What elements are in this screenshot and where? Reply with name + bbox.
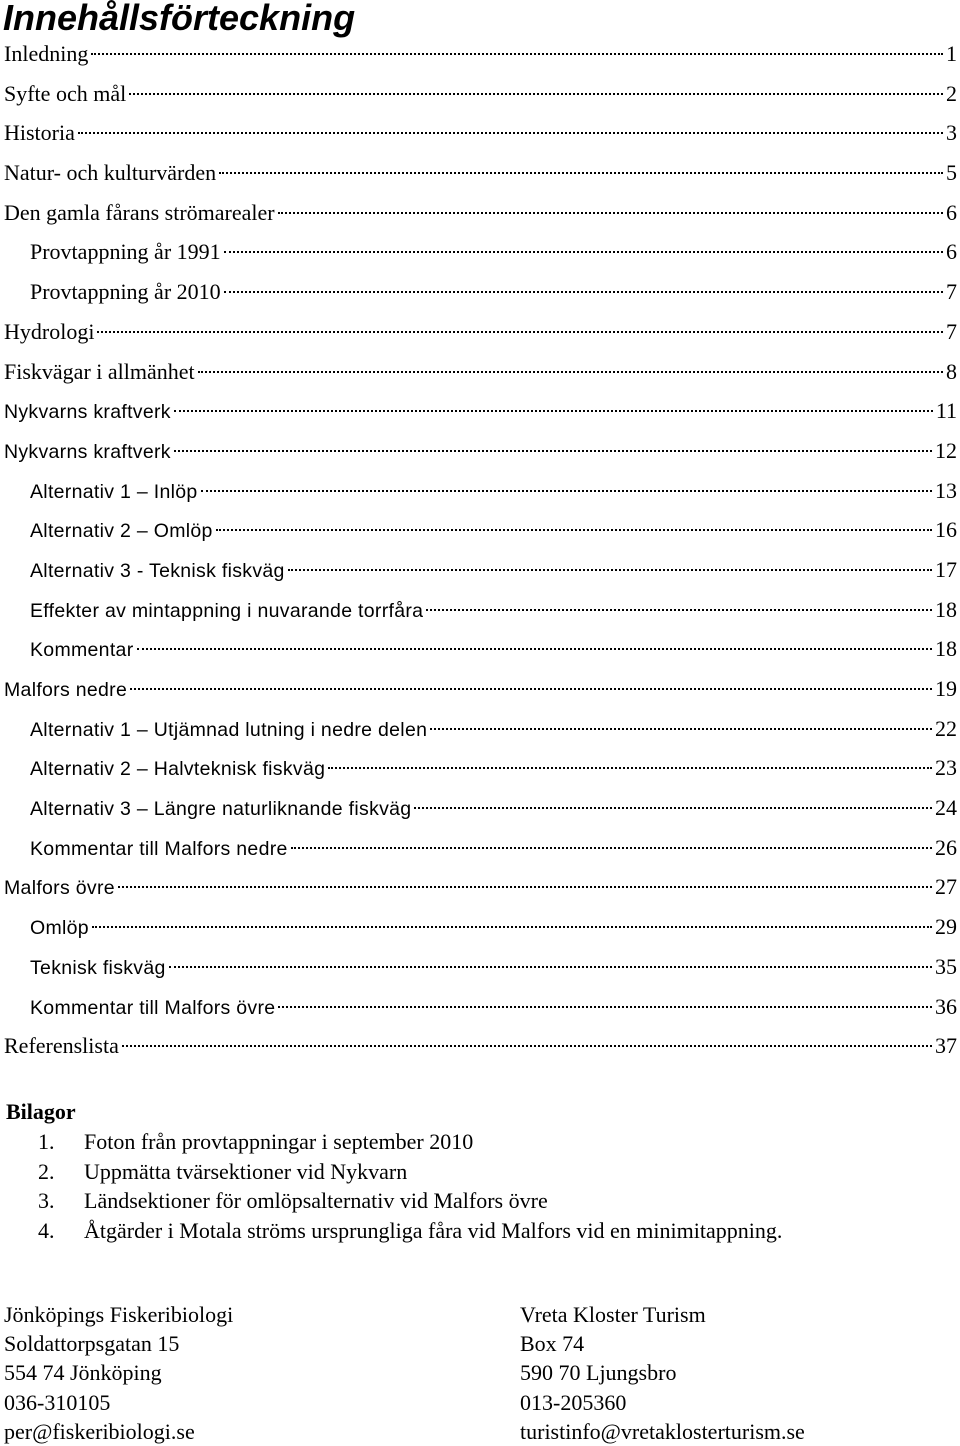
table-of-contents [0,34,960,1066]
toc-dot-leader [328,766,932,769]
appendix-number: 3. [38,1188,55,1213]
appendix-text: Foton från provtappningar i september 2010 [84,1129,474,1154]
toc-entry[interactable] [0,1026,960,1066]
toc-entry-label: Teknisk fiskväg [30,956,166,979]
contact-street: Soldattorpsgatan 15 [4,1331,180,1357]
toc-dot-leader [224,250,943,253]
toc-entry[interactable] [0,867,960,907]
contact-phone: 036-310105 [4,1389,111,1415]
toc-dot-leader [198,370,943,373]
toc-entry-page: 11 [935,398,957,424]
toc-entry-page: 18 [935,596,957,622]
toc-entry[interactable] [0,471,960,511]
toc-entry-label: Nykvarns kraftverk [4,401,171,424]
toc-dot-leader [219,171,943,174]
appendix-number: 4. [38,1217,55,1243]
toc-dot-leader [118,885,932,888]
toc-entry-label: Provtappning år 2010 [30,279,221,305]
toc-entry-page: 7 [946,279,957,305]
toc-dot-leader [169,965,932,968]
toc-entry-page: 35 [935,953,957,979]
contact-city: 554 74 Jönköping [4,1360,162,1386]
toc-entry-label: Referenslista [4,1033,119,1059]
toc-entry[interactable] [0,510,960,550]
contact-email[interactable]: per@fiskeribiologi.se [4,1418,195,1444]
toc-entry[interactable] [0,550,960,590]
contact-city: 590 70 Ljungsbro [520,1360,677,1386]
toc-entry-label: Omlöp [30,917,89,940]
toc-entry[interactable] [0,788,960,828]
toc-entry-page: 19 [935,676,957,701]
toc-entry[interactable] [0,113,960,153]
appendix-text: Ländsektioner för omlöpsalternativ vid Malfors övre [84,1188,548,1213]
toc-entry-page: 8 [946,358,957,384]
toc-dot-leader [97,330,943,333]
toc-entry-page: 22 [935,715,957,741]
toc-dot-leader [224,290,943,293]
toc-entry-label: Alternativ 3 - Teknisk fiskväg [30,559,285,582]
toc-entry-label: Malfors övre [4,877,115,900]
toc-entry[interactable] [0,987,960,1027]
toc-entry-label: Effekter av mintappning i nuvarande torrfåra [30,599,424,622]
toc-entry-label: Syfte och mål [4,80,127,106]
toc-entry[interactable] [0,193,960,233]
toc-entry[interactable] [0,828,960,868]
toc-entry[interactable] [0,748,960,788]
toc-entry-label: Hydrologi [4,318,95,344]
toc-entry-page: 36 [935,993,957,1019]
toc-entry-page: 6 [946,239,957,265]
toc-entry-page: 29 [935,914,957,940]
toc-entry-label: Kommentar [30,639,134,662]
toc-entry-page: 12 [935,437,957,463]
toc-entry-page: 37 [935,1033,957,1059]
toc-entry-page: 7 [946,318,957,344]
toc-entry-page: 3 [946,120,957,146]
contact-block-right [520,1300,805,1446]
toc-entry-page: 24 [935,795,957,821]
toc-entry-label: Malfors nedre [4,679,128,701]
toc-entry[interactable] [0,947,960,987]
appendices-section [6,1097,782,1245]
toc-entry-label: Den gamla fårans strömarealer [4,199,275,225]
toc-entry-page: 16 [935,517,957,543]
toc-entry[interactable] [0,153,960,193]
toc-entry-label: Alternativ 1 – Utjämnad lutning i nedre delen [30,718,428,741]
toc-entry-page: 17 [935,556,957,582]
toc-dot-leader [426,608,932,611]
toc-entry[interactable] [0,272,960,312]
appendix-number: 2. [38,1158,55,1184]
contact-block-left [4,1300,233,1446]
toc-dot-leader [414,806,932,809]
toc-dot-leader [278,211,943,214]
toc-entry-label: Provtappning år 1991 [30,239,221,265]
toc-entry[interactable] [0,709,960,749]
appendix-item [6,1216,782,1246]
toc-entry[interactable] [0,907,960,947]
toc-entry[interactable] [0,431,960,471]
toc-dot-leader [130,687,932,690]
toc-entry-label: Kommentar till Malfors nedre [30,837,288,860]
contact-email[interactable]: turistinfo@vretaklosterturism.se [520,1418,805,1444]
contact-org: Jönköpings Fiskeribiologi [4,1302,234,1327]
appendices-title: Bilagor [6,1099,76,1124]
toc-entry-label: Alternativ 2 – Omlöp [30,520,213,543]
appendix-item [6,1186,782,1216]
contact-org: Vreta Kloster Turism [520,1302,706,1327]
toc-entry[interactable] [0,669,960,709]
toc-entry-page: 13 [935,477,957,503]
toc-entry-label: Fiskvägar i allmänhet [4,358,195,384]
toc-entry[interactable] [0,352,960,392]
toc-dot-leader [430,727,932,730]
toc-entry-label: Nykvarns kraftverk [4,440,171,463]
contact-street: Box 74 [520,1331,585,1357]
toc-entry[interactable] [0,232,960,272]
toc-dot-leader [78,131,943,134]
appendix-text: Uppmätta tvärsektioner vid Nykvarn [84,1158,408,1184]
toc-dot-leader [278,1005,932,1008]
toc-dot-leader [174,449,932,452]
toc-entry[interactable] [0,74,960,114]
contact-phone: 013-205360 [520,1389,627,1415]
toc-entry-label: Alternativ 3 – Längre naturliknande fiskväg [30,798,412,821]
toc-dot-leader [92,925,932,928]
toc-entry[interactable] [0,590,960,630]
appendices-list [6,1127,782,1245]
toc-entry-label: Alternativ 2 – Halvteknisk fiskväg [30,758,326,781]
toc-entry-page: 2 [946,80,957,106]
toc-entry-page: 1 [946,41,957,66]
toc-title: Innehållsförteckning [3,0,356,38]
toc-entry-label: Inledning [4,41,89,66]
toc-entry-page: 26 [935,834,957,860]
toc-dot-leader [288,568,932,571]
toc-entry[interactable] [0,629,960,669]
toc-dot-leader [129,92,943,95]
toc-entry-page: 18 [935,636,957,662]
toc-entry[interactable] [0,34,960,74]
toc-dot-leader [291,846,932,849]
toc-dot-leader [216,528,932,531]
toc-entry-label: Historia [4,120,75,146]
toc-entry-label: Natur- och kulturvärden [4,160,217,186]
toc-entry-page: 27 [935,874,957,900]
appendix-item [6,1127,782,1157]
toc-entry[interactable] [0,391,960,431]
toc-entry-label: Alternativ 1 – Inlöp [30,480,198,503]
appendix-text: Åtgärder i Motala ströms ursprungliga fåra vid Malfors vid en minimitappning. [84,1217,783,1243]
toc-dot-leader [137,647,933,650]
toc-entry-page: 23 [935,755,957,781]
toc-entry-label: Kommentar till Malfors övre [30,996,276,1019]
toc-dot-leader [122,1044,932,1047]
toc-entry-page: 5 [946,160,957,186]
toc-dot-leader [201,489,932,492]
appendix-number: 1. [38,1129,55,1154]
appendix-item [6,1157,782,1187]
toc-entry[interactable] [0,312,960,352]
toc-entry-page: 6 [946,199,957,225]
toc-dot-leader [174,409,933,412]
toc-dot-leader [91,52,943,55]
